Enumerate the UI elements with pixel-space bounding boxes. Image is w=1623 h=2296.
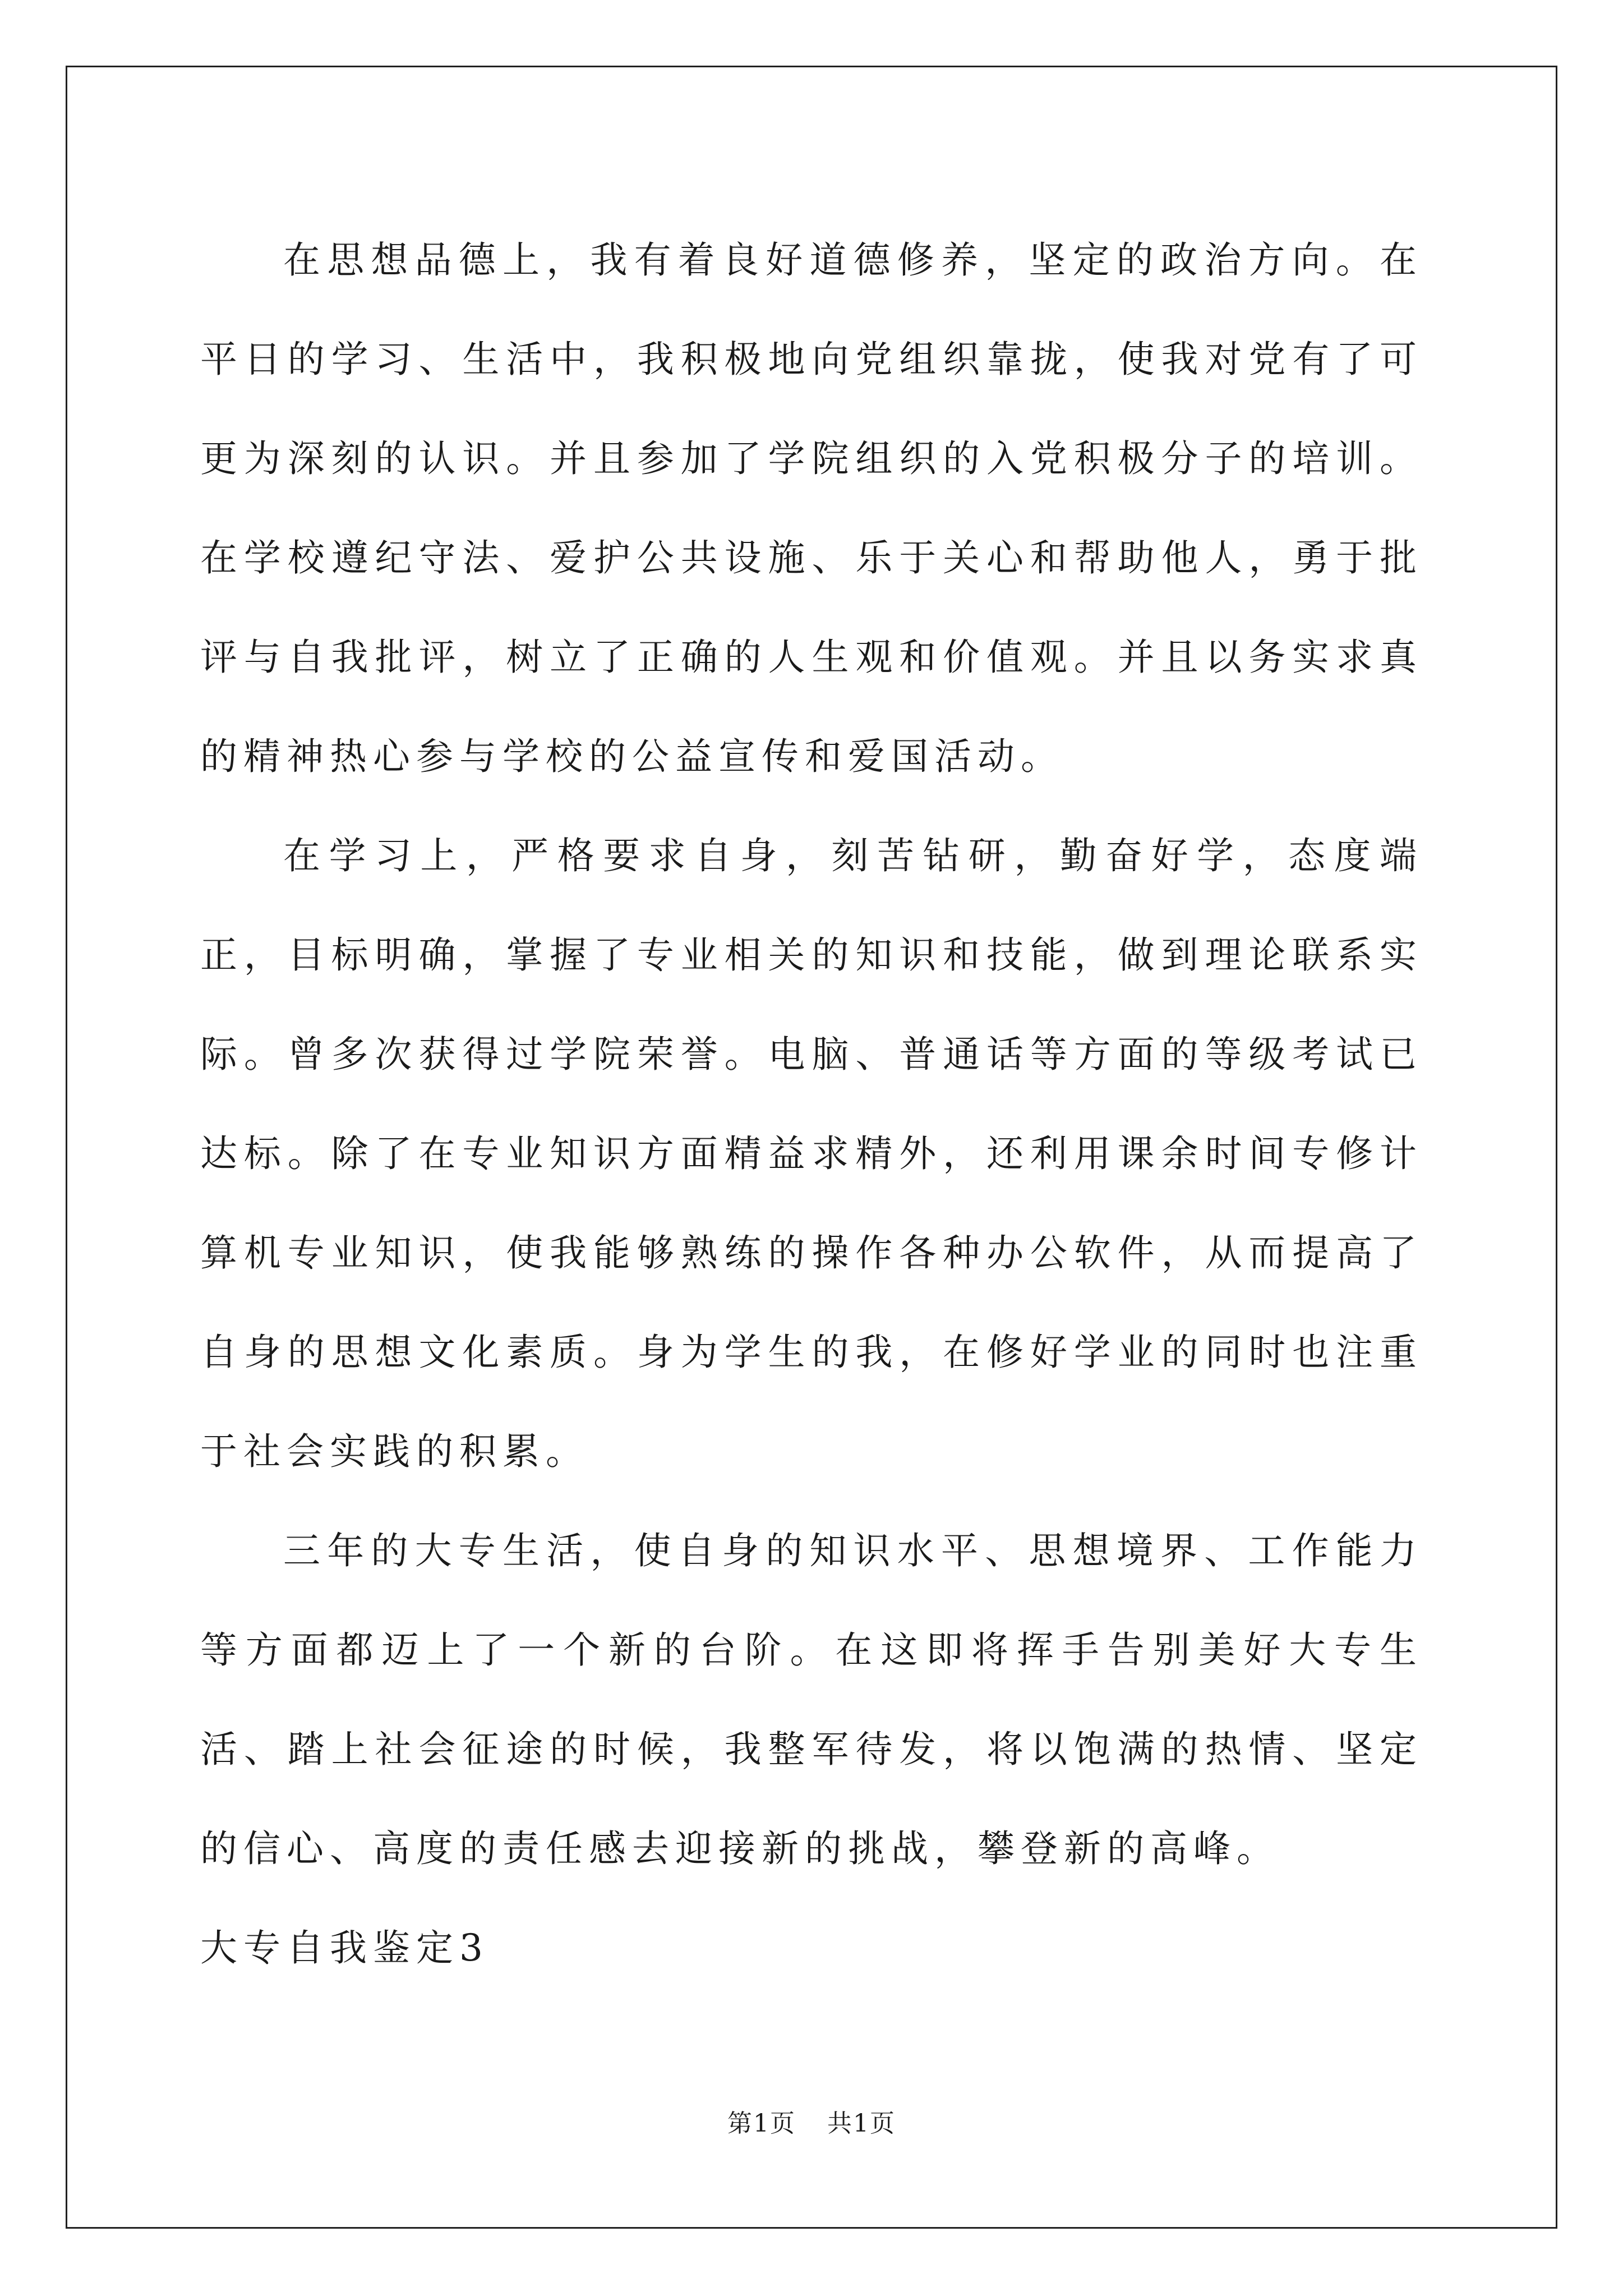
page-count: 共1页 <box>827 2109 896 2138</box>
document-body <box>200 210 1423 1998</box>
page-footer <box>0 2107 1623 2141</box>
paragraph-moral: 在思想品德上，我有着良好道德修养，坚定的政治方向。在平日的学习、生活中，我积极地向党组织靠拢，使我对党有了可更为深刻的认识。并且参加了学院组织的入党积极分子的培训。在学校遵纪守法、爱护公共设施、乐于关心和帮助他人，勇于批评与自我批评，树立了正确的人生观和价值观。并且以务实求真的精神热心参与学校的公益宣传和爱国活动。 <box>200 238 1423 778</box>
paragraph-summary: 三年的大专生活，使自身的知识水平、思想境界、工作能力等方面都迈上了一个新的台阶。在这即将挥手告别美好大专生活、踏上社会征途的时候，我整军待发，将以饱满的热情、坚定的信心、高度的责任感去迎接新的挑战，攀登新的高峰。 <box>200 1529 1423 1870</box>
page-number: 第1页 <box>727 2109 796 2138</box>
section-title: 大专自我鉴定3 <box>200 1926 489 1970</box>
paragraph-study: 在学习上，严格要求自身，刻苦钻研，勤奋好学，态度端正，目标明确，掌握了专业相关的知识和技能，做到理论联系实际。曾多次获得过学院荣誉。电脑、普通话等方面的等级考试已达标。除了在专业知识方面精益求精外，还利用课余时间专修计算机专业知识，使我能够熟练的操作各种办公软件，从而提高了自身的思想文化素质。身为学生的我，在修好学业的同时也注重于社会实践的积累。 <box>200 834 1423 1473</box>
